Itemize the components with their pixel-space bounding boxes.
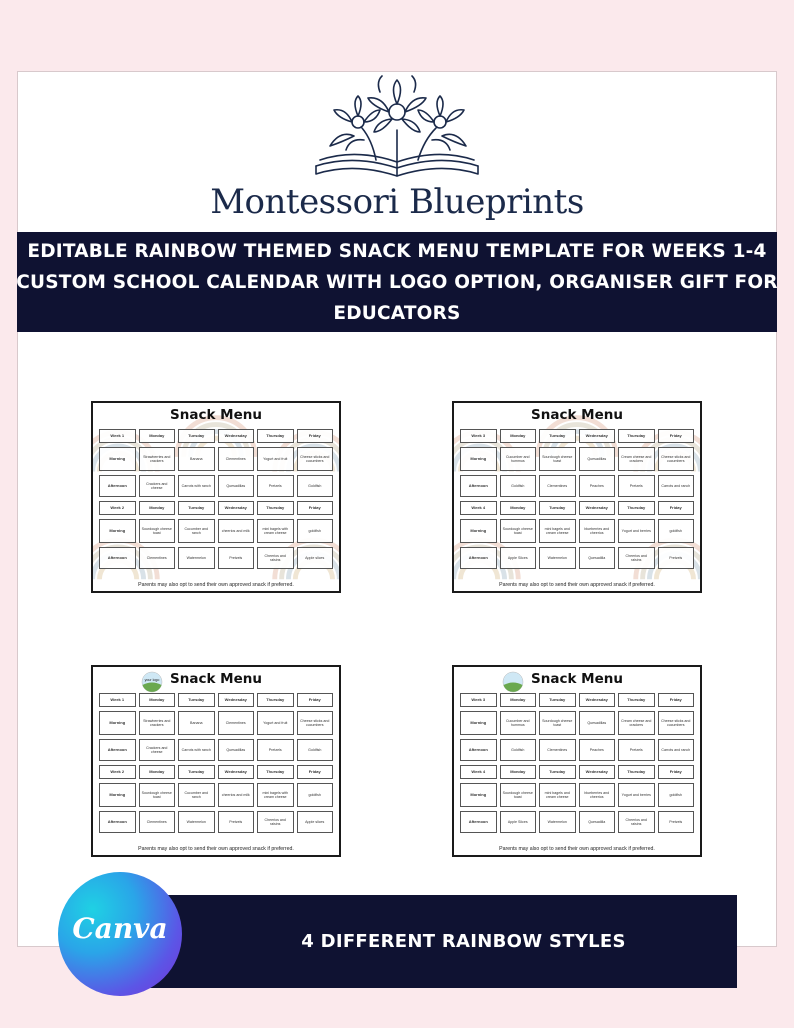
menu-snack-cell: Apple slices (297, 811, 334, 833)
menu-header-cell: Monday (500, 693, 537, 707)
snack-menu-table (460, 429, 694, 569)
menu-header-cell: Thursday (618, 765, 655, 779)
menu-snack-cell: Pretzels (218, 811, 255, 833)
menu-snack-cell: Carrots with ranch (178, 475, 215, 497)
snack-menu-title: Snack Menu (170, 671, 262, 687)
menu-period-cell: Morning (99, 783, 136, 807)
menu-snack-cell: Pretzels (257, 739, 294, 761)
title-line-3: EDUCATORS (333, 302, 461, 324)
menu-snack-cell: Cheerios and raisins (618, 547, 655, 569)
menu-snack-cell: blueberries and cheerios (579, 519, 616, 543)
menu-footer-note: Parents may also opt to send their own approved snack if preferred. (499, 846, 655, 852)
menu-snack-cell: Clementines (539, 739, 576, 761)
menu-header-cell: Friday (297, 693, 334, 707)
menu-header-cell: Week 3 (460, 429, 497, 443)
menu-header-cell: Thursday (618, 501, 655, 515)
menu-snack-cell: Crackers and cheese (139, 739, 176, 761)
menu-snack-cell: Quesadillas (579, 711, 616, 735)
snack-menu-preview-4 (452, 665, 702, 857)
menu-snack-cell: Clementines (218, 447, 255, 471)
menu-snack-cell: Yogurt and fruit (257, 447, 294, 471)
menu-footer-note: Parents may also opt to send their own approved snack if preferred. (138, 582, 294, 588)
menu-header-cell: Wednesday (218, 693, 255, 707)
menu-header-cell: Tuesday (178, 765, 215, 779)
menu-snack-cell: Cucumber and hummus (500, 447, 537, 471)
menu-snack-cell: Quesadillas (218, 475, 255, 497)
menu-header-cell: Monday (139, 501, 176, 515)
menu-snack-cell: cheerios and milk (218, 783, 255, 807)
menu-snack-cell: Apple slices (297, 547, 334, 569)
menu-snack-cell: Sourdough cheese toast (139, 783, 176, 807)
menu-period-cell: Morning (460, 519, 497, 543)
menu-period-cell: Afternoon (99, 739, 136, 761)
menu-header-cell: Wednesday (579, 693, 616, 707)
title-line-1: EDITABLE RAINBOW THEMED SNACK MENU TEMPLATE FOR WEEKS 1-4 (27, 240, 767, 262)
menu-header-cell: Tuesday (539, 693, 576, 707)
menu-period-cell: Morning (99, 711, 136, 735)
menu-snack-cell: Clementines (539, 475, 576, 497)
menu-header-cell: Thursday (257, 765, 294, 779)
menu-header-cell: Thursday (257, 429, 294, 443)
menu-snack-cell: Goldfish (297, 475, 334, 497)
menu-header-cell: Thursday (257, 501, 294, 515)
snack-menu-table (460, 693, 694, 833)
menu-header-cell: Wednesday (218, 765, 255, 779)
menu-snack-cell: Sourdough cheese toast (500, 783, 537, 807)
menu-header-cell: Monday (500, 429, 537, 443)
menu-header-cell: Monday (139, 693, 176, 707)
canva-logo-text: Canva (72, 912, 168, 945)
menu-period-cell: Morning (460, 783, 497, 807)
brand-name: Montessori Blueprints (210, 182, 584, 222)
menu-snack-cell: Banana (178, 447, 215, 471)
menu-period-cell: Afternoon (99, 475, 136, 497)
logo-placeholder-text: your logo (144, 678, 160, 682)
title-banner (17, 232, 777, 332)
menu-snack-cell: Pretzels (658, 547, 695, 569)
menu-header-cell: Tuesday (178, 693, 215, 707)
menu-snack-cell: Pretzels (257, 475, 294, 497)
menu-snack-cell: Yogurt and berries (618, 783, 655, 807)
menu-snack-cell: Clementines (139, 547, 176, 569)
menu-period-cell: Morning (99, 447, 136, 471)
menu-snack-cell: Quesadillas (218, 739, 255, 761)
menu-snack-cell: Cheese sticks and cucumbers (297, 711, 334, 735)
menu-snack-cell: Quesadilla (579, 547, 616, 569)
menu-snack-cell: Sourdough cheese toast (539, 447, 576, 471)
menu-snack-cell: Apple Slices (500, 811, 537, 833)
menu-header-cell: Thursday (618, 429, 655, 443)
menu-snack-cell: Peaches (579, 475, 616, 497)
menu-snack-cell: Yogurt and berries (618, 519, 655, 543)
menu-period-cell: Morning (460, 447, 497, 471)
menu-snack-cell: mini bagels and cream cheese (539, 783, 576, 807)
menu-header-cell: Wednesday (218, 501, 255, 515)
snack-menu-title: Snack Menu (170, 407, 262, 423)
menu-snack-cell: goldfish (297, 783, 334, 807)
menu-snack-cell: Banana (178, 711, 215, 735)
menu-header-cell: Thursday (618, 693, 655, 707)
menu-snack-cell: Carrots and ranch (658, 739, 695, 761)
bottom-banner-text: 4 DIFFERENT RAINBOW STYLES (301, 931, 626, 952)
menu-period-cell: Afternoon (460, 811, 497, 833)
menu-snack-cell: Quesadillas (579, 447, 616, 471)
snack-menu-preview-2 (452, 401, 702, 593)
menu-snack-cell: blueberries and cheerios (579, 783, 616, 807)
menu-snack-cell: Peaches (579, 739, 616, 761)
menu-header-cell: Monday (500, 765, 537, 779)
menu-snack-cell: Watermelon (539, 811, 576, 833)
menu-snack-cell: Clementines (218, 711, 255, 735)
snack-menu-table (99, 429, 333, 569)
menu-snack-cell: mini bagels with cream cheese (257, 519, 294, 543)
menu-header-cell: Friday (658, 693, 695, 707)
menu-snack-cell: Apple Slices (500, 547, 537, 569)
menu-period-cell: Afternoon (99, 811, 136, 833)
menu-snack-cell: Yogurt and fruit (257, 711, 294, 735)
menu-period-cell: Morning (460, 711, 497, 735)
menu-snack-cell: mini bagels and cream cheese (539, 519, 576, 543)
menu-snack-cell: Cucumber and hummus (500, 711, 537, 735)
menu-header-cell: Friday (297, 765, 334, 779)
menu-snack-cell: Watermelon (178, 547, 215, 569)
menu-snack-cell: Quesadilla (579, 811, 616, 833)
menu-header-cell: Wednesday (579, 429, 616, 443)
menu-snack-cell: goldfish (297, 519, 334, 543)
menu-snack-cell: Goldfish (500, 739, 537, 761)
menu-snack-cell: Carrots and ranch (658, 475, 695, 497)
menu-period-cell: Afternoon (99, 547, 136, 569)
menu-header-cell: Wednesday (579, 501, 616, 515)
menu-snack-cell: Sourdough cheese toast (539, 711, 576, 735)
snack-menu-preview-1 (91, 401, 341, 593)
menu-header-cell: Friday (658, 765, 695, 779)
menu-snack-cell: Watermelon (178, 811, 215, 833)
menu-header-cell: Tuesday (178, 501, 215, 515)
menu-snack-cell: Pretzels (658, 811, 695, 833)
menu-header-cell: Monday (500, 501, 537, 515)
menu-header-cell: Week 2 (99, 765, 136, 779)
menu-snack-cell: Carrots with ranch (178, 739, 215, 761)
menu-header-cell: Week 3 (460, 693, 497, 707)
menu-period-cell: Afternoon (460, 739, 497, 761)
menu-header-cell: Tuesday (539, 429, 576, 443)
menu-header-cell: Tuesday (539, 501, 576, 515)
title-line-2: CUSTOM SCHOOL CALENDAR WITH LOGO OPTION, ORGANISER GIFT FOR (16, 271, 778, 293)
menu-snack-cell: Sourdough cheese toast (139, 519, 176, 543)
menu-header-cell: Week 1 (99, 429, 136, 443)
snack-menu-title: Snack Menu (531, 407, 623, 423)
menu-period-cell: Afternoon (460, 475, 497, 497)
menu-snack-cell: Cheerios and raisins (618, 811, 655, 833)
menu-snack-cell: Clementines (139, 811, 176, 833)
menu-snack-cell: cheerios and milk (218, 519, 255, 543)
menu-header-cell: Week 4 (460, 501, 497, 515)
canva-logo-icon (58, 872, 182, 996)
menu-snack-cell: goldfish (658, 519, 695, 543)
menu-header-cell: Wednesday (218, 429, 255, 443)
menu-header-cell: Week 4 (460, 765, 497, 779)
menu-snack-cell: Cream cheese and crackers (618, 447, 655, 471)
menu-snack-cell: Cucumber and ranch (178, 783, 215, 807)
menu-header-cell: Wednesday (579, 765, 616, 779)
menu-header-cell: Friday (658, 501, 695, 515)
menu-snack-cell: Pretzels (218, 547, 255, 569)
flower-book-logo-icon (306, 70, 488, 182)
menu-snack-cell: Cheerios and raisins (257, 811, 294, 833)
menu-header-cell: Thursday (257, 693, 294, 707)
menu-snack-cell: Pretzels (618, 475, 655, 497)
menu-footer-note: Parents may also opt to send their own approved snack if preferred. (138, 846, 294, 852)
menu-header-cell: Tuesday (178, 429, 215, 443)
menu-header-cell: Week 1 (99, 693, 136, 707)
menu-header-cell: Week 2 (99, 501, 136, 515)
menu-snack-cell: Goldfish (297, 739, 334, 761)
menu-snack-cell: Cream cheese and crackers (618, 711, 655, 735)
menu-snack-cell: Strawberries and crackers (139, 711, 176, 735)
menu-header-cell: Friday (297, 501, 334, 515)
menu-snack-cell: mini bagels with cream cheese (257, 783, 294, 807)
menu-header-cell: Tuesday (539, 765, 576, 779)
snack-menu-table (99, 693, 333, 833)
menu-snack-cell: Cheese sticks and cucumbers (658, 447, 695, 471)
bottom-banner (130, 895, 737, 988)
menu-snack-cell: Cheerios and raisins (257, 547, 294, 569)
menu-snack-cell: goldfish (658, 783, 695, 807)
menu-period-cell: Morning (99, 519, 136, 543)
menu-header-cell: Monday (139, 765, 176, 779)
menu-snack-cell: Cheese sticks and cucumbers (297, 447, 334, 471)
menu-header-cell: Monday (139, 429, 176, 443)
menu-snack-cell: Sourdough cheese toast (500, 519, 537, 543)
menu-snack-cell: Cucumber and ranch (178, 519, 215, 543)
menu-snack-cell: Crackers and cheese (139, 475, 176, 497)
snack-menu-preview-3 (91, 665, 341, 857)
menu-snack-cell: Goldfish (500, 475, 537, 497)
menu-period-cell: Afternoon (460, 547, 497, 569)
menu-header-cell: Friday (658, 429, 695, 443)
menu-snack-cell: Pretzels (618, 739, 655, 761)
menu-header-cell: Friday (297, 429, 334, 443)
snack-menu-title: Snack Menu (531, 671, 623, 687)
menu-snack-cell: Cheese sticks and cucumbers (658, 711, 695, 735)
menu-footer-note: Parents may also opt to send their own approved snack if preferred. (499, 582, 655, 588)
menu-snack-cell: Watermelon (539, 547, 576, 569)
menu-snack-cell: Strawberries and crackers (139, 447, 176, 471)
